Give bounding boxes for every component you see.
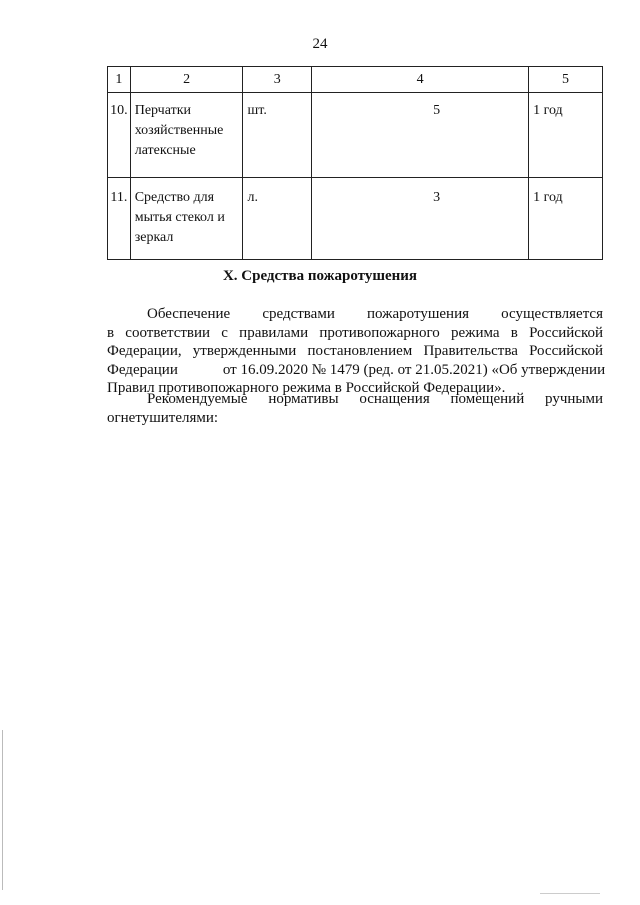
paragraph-line: огнетушителями: — [107, 409, 219, 426]
item-unit: л. — [243, 178, 312, 260]
paragraph-line: Рекомендуемые нормативы оснащения помещений ручными — [147, 391, 603, 407]
paragraph-line: Обеспечение средствами пожаротушения осуществляется — [147, 306, 603, 322]
item-quantity: 3 — [312, 178, 529, 260]
header-cell: 5 — [529, 67, 603, 93]
paragraph-line: Федерации от 16.09.2020 № 1479 (ред. от 21.05.2021) «Об утверждении — [107, 361, 606, 378]
header-cell: 2 — [130, 67, 243, 93]
paragraph-extinguishers — [107, 390, 603, 427]
item-name-line: мытья стекол и — [134, 210, 225, 225]
item-name-line: зеркал — [134, 230, 174, 245]
item-name-line: латексные — [134, 143, 196, 158]
paragraph-line: в соответствии с правилами противопожарного режима в Российской — [107, 324, 603, 341]
header-cell: 4 — [312, 67, 529, 93]
item-unit: шт. — [243, 93, 312, 178]
item-name-line: Средство для — [134, 190, 215, 205]
section-title: X. Средства пожаротушения — [222, 268, 418, 284]
supplies-table — [107, 66, 603, 260]
item-name — [130, 93, 243, 178]
item-name-line: хозяйственные — [134, 123, 224, 138]
item-term: 1 год — [529, 93, 603, 178]
header-cell: 3 — [243, 67, 312, 93]
table-row — [108, 93, 603, 178]
row-number: 11. — [108, 178, 131, 260]
page-number: 24 — [312, 36, 328, 52]
item-name — [130, 178, 243, 260]
table-header-row — [108, 67, 603, 93]
scan-edge-mark — [540, 893, 600, 894]
scan-edge-mark — [2, 730, 3, 890]
row-number: 10. — [108, 93, 131, 178]
paragraph-line: Правил противопожарного режима в Российской Федерации». — [107, 380, 506, 396]
paragraph-line: Федерации, утвержденными постановлением Правительства Российской — [107, 343, 603, 359]
paragraph-fire-safety — [107, 305, 606, 398]
table-row — [108, 178, 603, 260]
item-term: 1 год — [529, 178, 603, 260]
header-cell: 1 — [108, 67, 131, 93]
item-name-line: Перчатки — [134, 103, 191, 118]
item-quantity: 5 — [312, 93, 529, 178]
